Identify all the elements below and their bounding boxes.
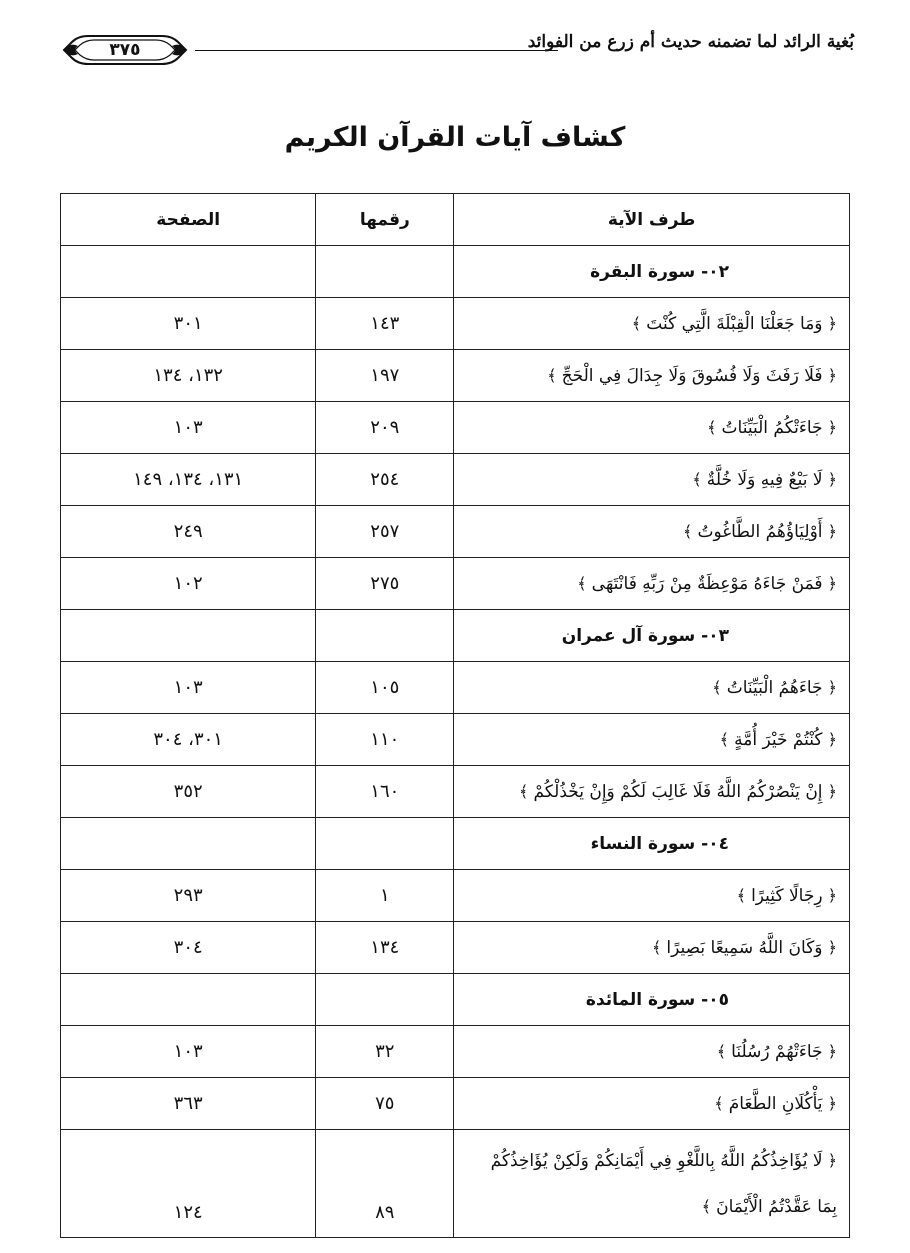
ornate-bracket-open-icon: ﴿: [822, 1041, 837, 1061]
verse-cell: [454, 662, 850, 714]
ornate-bracket-close-icon: ﴾: [716, 1041, 732, 1061]
surah-label: ٠٣- سورة آل عمران: [454, 610, 850, 662]
page-reference: ١٣٢، ١٣٤: [61, 350, 316, 402]
ornate-bracket-open-icon: ﴿: [822, 781, 837, 801]
verse-cell: [454, 1026, 850, 1078]
table-header-row: [61, 194, 850, 246]
page-reference: ١٠٢: [61, 558, 316, 610]
ornate-bracket-close-icon: ﴾: [719, 729, 735, 749]
verse-text: يَأْكُلَانِ الطَّعَامَ: [728, 1093, 823, 1114]
verse-number: ٢٥٤: [316, 454, 454, 506]
surah-row: [61, 974, 850, 1026]
verse-cell: [454, 298, 850, 350]
verse-text: لَا يُؤَاخِذُكُمُ اللَّهُ بِاللَّغْوِ فِي أَيْمَانِكُمْ وَلَكِنْ يُؤَاخِذُكُمْ بِمَا عَقَّدْتُمُ الْأَيْمَانَ: [490, 1150, 837, 1217]
table-row: [61, 506, 850, 558]
ornate-bracket-close-icon: ﴾: [631, 313, 647, 333]
verse-number: ٢٥٧: [316, 506, 454, 558]
empty-cell: [316, 246, 454, 298]
header-verse: طرف الآية: [454, 194, 850, 246]
ornate-bracket-open-icon: ﴿: [822, 885, 837, 905]
verse-number: ٧٥: [316, 1078, 454, 1130]
verse-cell: [454, 558, 850, 610]
table-row: [61, 350, 850, 402]
ornate-bracket-close-icon: ﴾: [692, 469, 707, 489]
ornate-bracket-close-icon: ﴾: [712, 677, 727, 697]
table-row: [61, 402, 850, 454]
page-reference: ١٠٣: [61, 1026, 316, 1078]
ornate-bracket-open-icon: ﴿: [822, 417, 837, 437]
ornate-bracket-close-icon: ﴾: [518, 781, 534, 801]
verse-text: فَمَنْ جَاءَهُ مَوْعِظَةٌ مِنْ رَبِّهِ فَانْتَهَى: [591, 573, 823, 594]
ornate-bracket-open-icon: ﴿: [822, 1093, 837, 1113]
page-reference: ٣٠١، ٣٠٤: [61, 714, 316, 766]
verse-text: لَا بَيْعٌ فِيهِ وَلَا خُلَّةٌ: [706, 469, 823, 490]
ornate-bracket-open-icon: ﴿: [822, 313, 837, 333]
empty-cell: [61, 818, 316, 870]
header-number: رقمها: [316, 194, 454, 246]
page-reference: ١٢٤: [61, 1130, 316, 1238]
verse-text: وَكَانَ اللَّهُ سَمِيعًا بَصِيرًا: [666, 937, 823, 958]
verse-text: جَاءَتْهُمْ رُسُلُنَا: [731, 1041, 823, 1062]
verse-number: ١٩٧: [316, 350, 454, 402]
verse-cell: [454, 870, 850, 922]
verse-number: ١٦٠: [316, 766, 454, 818]
verse-index-table: [60, 193, 850, 1238]
header-page: الصفحة: [61, 194, 316, 246]
table-row: [61, 662, 850, 714]
page-reference: ٢٩٣: [61, 870, 316, 922]
table-row: [61, 1130, 850, 1238]
verse-cell: [454, 766, 850, 818]
ornate-bracket-close-icon: ﴾: [714, 1093, 729, 1113]
table-row: [61, 558, 850, 610]
verse-number: ١: [316, 870, 454, 922]
page-reference: ٣٠١: [61, 298, 316, 350]
empty-cell: [316, 974, 454, 1026]
verse-number: ١٤٣: [316, 298, 454, 350]
ornate-bracket-open-icon: ﴿: [822, 573, 837, 593]
surah-row: [61, 818, 850, 870]
surah-label: ٠٤- سورة النساء: [454, 818, 850, 870]
verse-number: ٣٢: [316, 1026, 454, 1078]
page-number-ornament: [60, 28, 190, 72]
ornate-bracket-open-icon: ﴿: [822, 729, 837, 749]
verse-text: جَاءَهُمُ الْبَيِّنَاتُ: [726, 677, 823, 698]
page-header: [60, 18, 854, 78]
ornate-bracket-close-icon: ﴾: [683, 521, 698, 541]
ornate-bracket-open-icon: ﴿: [822, 469, 837, 489]
ornate-bracket-close-icon: ﴾: [736, 885, 752, 905]
empty-cell: [61, 610, 316, 662]
header-rule: [195, 50, 558, 51]
ornate-bracket-close-icon: ﴾: [547, 365, 562, 385]
verse-number: ١١٠: [316, 714, 454, 766]
page-reference: ٣٦٣: [61, 1078, 316, 1130]
ornate-bracket-open-icon: ﴿: [822, 365, 837, 385]
surah-row: [61, 610, 850, 662]
verse-number: ١٠٥: [316, 662, 454, 714]
verse-cell: [454, 350, 850, 402]
verse-text: أَوْلِيَاؤُهُمُ الطَّاغُوتُ: [697, 521, 823, 542]
verse-cell: [454, 506, 850, 558]
ornate-bracket-close-icon: ﴾: [701, 1196, 717, 1216]
table-row: [61, 714, 850, 766]
empty-cell: [61, 246, 316, 298]
ornate-bracket-close-icon: ﴾: [577, 573, 592, 593]
table-row: [61, 766, 850, 818]
verse-cell: [454, 1130, 850, 1238]
verse-cell: [454, 454, 850, 506]
ornate-bracket-open-icon: ﴿: [822, 677, 837, 697]
ornate-bracket-open-icon: ﴿: [822, 1150, 837, 1170]
page-reference: ٢٤٩: [61, 506, 316, 558]
page-number: ٣٧٥: [109, 40, 141, 60]
ornate-bracket-open-icon: ﴿: [822, 937, 837, 957]
verse-number: ٢٠٩: [316, 402, 454, 454]
surah-label: ٠٢- سورة البقرة: [454, 246, 850, 298]
surah-row: [61, 246, 850, 298]
verse-text: إِنْ يَنْصُرْكُمُ اللَّهُ فَلَا غَالِبَ لَكُمْ وَإِنْ يَخْذُلْكُمْ: [533, 781, 823, 802]
empty-cell: [316, 818, 454, 870]
ornate-bracket-close-icon: ﴾: [707, 417, 722, 437]
table-row: [61, 870, 850, 922]
table-row: [61, 454, 850, 506]
page-reference: ١٠٣: [61, 402, 316, 454]
verse-text: رِجَالًا كَثِيرًا: [751, 885, 823, 906]
empty-cell: [61, 974, 316, 1026]
table-row: [61, 298, 850, 350]
table-row: [61, 922, 850, 974]
verse-text: وَمَا جَعَلْنَا الْقِبْلَةَ الَّتِي كُنْتَ: [646, 313, 823, 334]
ornate-bracket-open-icon: ﴿: [822, 521, 837, 541]
verse-text: كُنْتُمْ خَيْرَ أُمَّةٍ: [734, 729, 823, 750]
verse-text: فَلَا رَفَثَ وَلَا فُسُوقَ وَلَا جِدَالَ فِي الْحَجِّ: [561, 365, 823, 386]
empty-cell: [316, 610, 454, 662]
table-row: [61, 1078, 850, 1130]
verse-cell: [454, 714, 850, 766]
verse-number: ١٣٤: [316, 922, 454, 974]
page-title: كشاف آيات القرآن الكريم: [284, 122, 626, 153]
verse-number: ٨٩: [316, 1130, 454, 1238]
page-reference: ٣٥٢: [61, 766, 316, 818]
surah-label: ٠٥- سورة المائدة: [454, 974, 850, 1026]
verse-cell: [454, 1078, 850, 1130]
table-row: [61, 1026, 850, 1078]
ornate-bracket-close-icon: ﴾: [651, 937, 667, 957]
verse-cell: [454, 402, 850, 454]
verse-text: جَاءَتْكُمُ الْبَيِّنَاتُ: [721, 417, 823, 438]
verse-number: ٢٧٥: [316, 558, 454, 610]
page-reference: ٣٠٤: [61, 922, 316, 974]
page-reference: ١٣١، ١٣٤، ١٤٩: [61, 454, 316, 506]
verse-cell: [454, 922, 850, 974]
page-reference: ١٠٣: [61, 662, 316, 714]
running-title: بُغية الرائد لما تضمنه حديث أم زرع من الفوائد: [527, 32, 854, 52]
